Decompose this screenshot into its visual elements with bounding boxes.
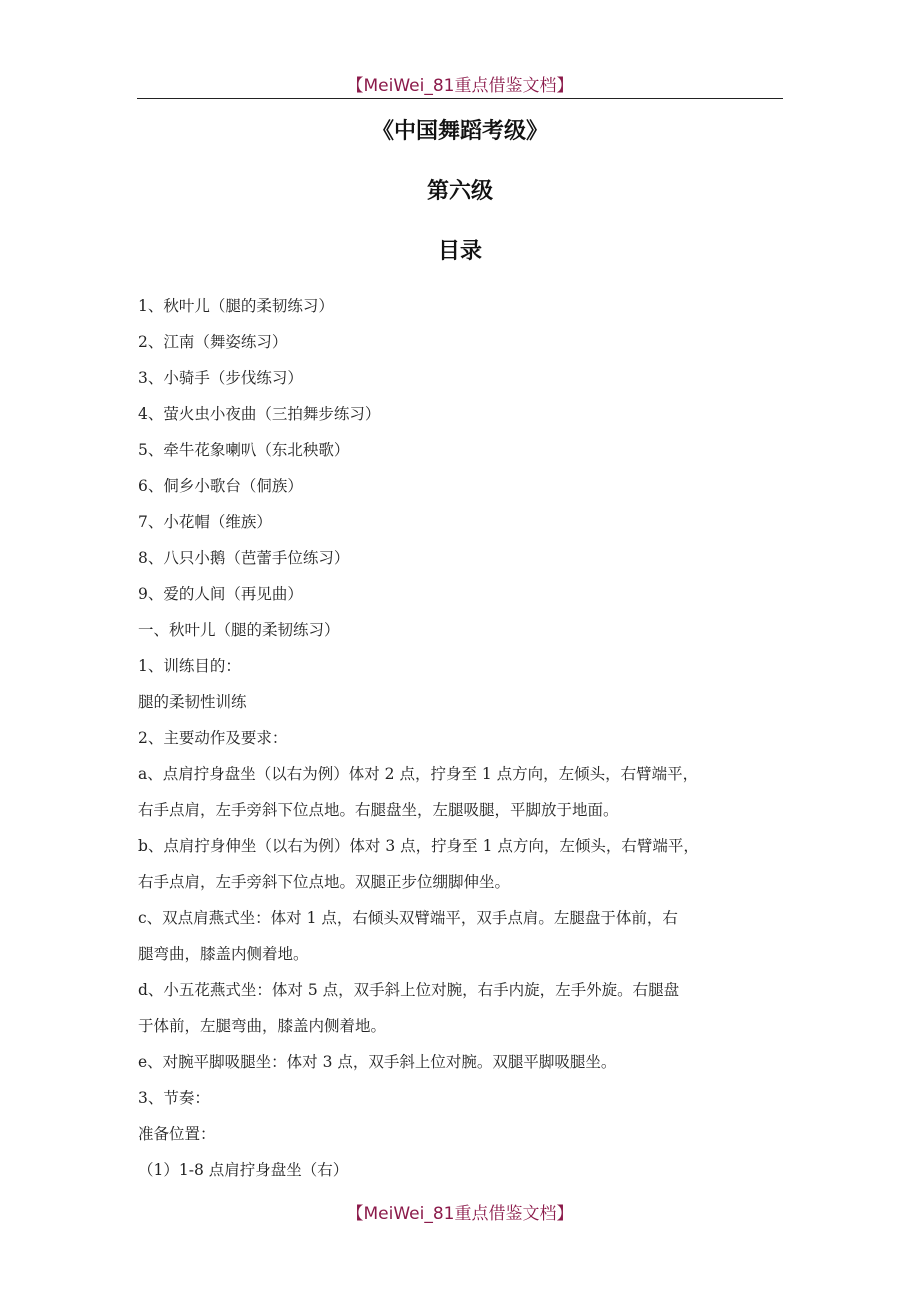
toc-item: 3、小骑手（步伐练习）: [138, 369, 303, 387]
toc-item: 8、八只小鹅（芭蕾手位练习）: [138, 549, 350, 567]
step-1: （1）1-8 点肩拧身盘坐（右）: [138, 1161, 349, 1179]
section-heading: 一、秋叶儿（腿的柔韧练习）: [138, 621, 340, 639]
move-b-line2: 右手点肩，左手旁斜下位点地。双腿正步位绷脚伸坐。: [138, 873, 511, 891]
move-d-line2: 于体前，左腿弯曲，膝盖内侧着地。: [138, 1017, 387, 1035]
section-1: [138, 612, 784, 1188]
level-title: 第六级: [426, 179, 493, 204]
toc-item: 7、小花帽（维族）: [138, 513, 272, 531]
move-a-line2: 右手点肩，左手旁斜下位点地。右腿盘坐，左腿吸腿，平脚放于地面。: [138, 801, 619, 819]
move-c-line2: 腿弯曲，膝盖内侧着地。: [138, 945, 309, 963]
rhythm-label: 3、节奏：: [138, 1089, 210, 1107]
purpose-text: 腿的柔韧性训练: [138, 693, 247, 711]
move-e-line1: e、对腕平脚吸腿坐：体对 3 点，双手斜上位对腕。双腿平脚吸腿坐。: [138, 1053, 617, 1071]
prep-label: 准备位置：: [138, 1125, 216, 1143]
toc-item: 4、萤火虫小夜曲（三拍舞步练习）: [138, 405, 381, 423]
toc-item: 2、江南（舞姿练习）: [138, 333, 288, 351]
table-of-contents: [138, 288, 784, 612]
toc-title: 目录: [437, 239, 482, 264]
footer-watermark: 【MeiWei_81重点借鉴文档】: [346, 1204, 574, 1224]
moves-label: 2、主要动作及要求：: [138, 729, 288, 747]
move-d-line1: d、小五花燕式坐：体对 5 点，双手斜上位对腕，右手内旋，左手外旋。右腿盘: [138, 981, 680, 999]
move-c-line1: c、双点肩燕式坐：体对 1 点，右倾头双臂端平，双手点肩。左腿盘于体前，右: [138, 909, 678, 927]
purpose-label: 1、训练目的：: [138, 657, 241, 675]
toc-item: 6、侗乡小歌台（侗族）: [138, 477, 303, 495]
toc-item: 1、秋叶儿（腿的柔韧练习）: [138, 297, 334, 315]
move-b-line1: b、点肩拧身伸坐（以右为例）体对 3 点，拧身至 1 点方向，左倾头，右臂端平，: [138, 837, 699, 855]
toc-item: 5、牵牛花象喇叭（东北秧歌）: [138, 441, 350, 459]
header-rule: [137, 98, 783, 99]
book-title: 《中国舞蹈考级》: [371, 119, 548, 144]
move-a-line1: a、点肩拧身盘坐（以右为例）体对 2 点，拧身至 1 点方向，左倾头，右臂端平，: [138, 765, 699, 783]
toc-item: 9、爱的人间（再见曲）: [138, 585, 303, 603]
header-watermark: 【MeiWei_81重点借鉴文档】: [346, 76, 574, 96]
document-body: [138, 288, 784, 1188]
